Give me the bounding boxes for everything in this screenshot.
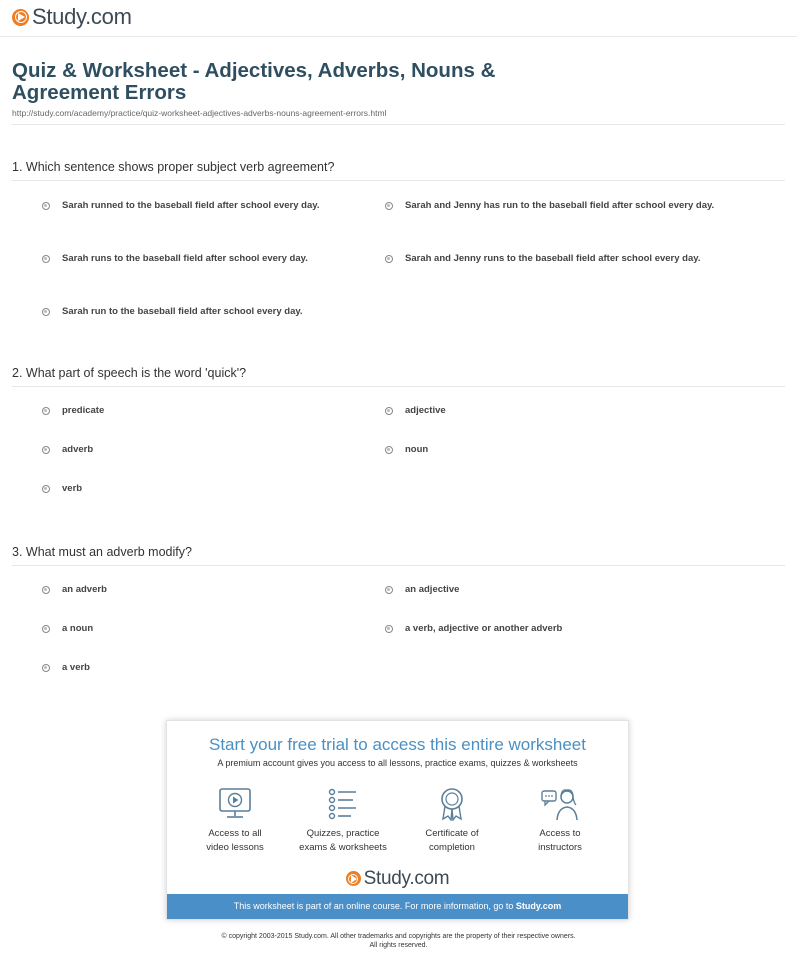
radio-button[interactable] [385,407,393,415]
answer-option[interactable]: an adjective [385,583,715,597]
answer-option[interactable]: Sarah runs to the baseball field after school every day. [42,252,352,266]
video-lesson-icon [217,787,253,821]
question-1 [12,160,785,330]
promo-subtitle: A premium account gives you access to all lessons, practice exams, quizzes & worksheets [217,758,578,768]
answer-option[interactable]: an adverb [42,583,342,597]
radio-button[interactable] [42,407,50,415]
answer-option[interactable]: Sarah runned to the baseball field after school every day. [42,199,352,213]
copyright-footer: © copyright 2003-2015 Study.com. All other trademarks and copyrights are the property of their respective owners. All rights reserved. [221,933,576,949]
answer-option[interactable]: a verb [42,661,342,675]
radio-button[interactable] [42,586,50,594]
page-title: Quiz & Worksheet - Adjectives, Adverbs, Nouns & Agreement Errors [12,59,496,104]
title-divider [12,124,785,125]
play-circle-icon [346,871,361,886]
feature-certificate: Certificate of completion [402,787,502,855]
question-3 [12,545,785,685]
study-logo[interactable] [12,6,132,28]
certificate-icon [434,787,470,821]
feature-video-lessons: Access to all video lessons [185,787,285,855]
study-link[interactable]: Study.com [515,901,562,911]
play-circle-icon [12,9,29,26]
radio-button[interactable] [385,586,393,594]
header-divider [0,36,797,37]
logo-text: Study.com [32,4,132,29]
radio-button[interactable] [42,625,50,633]
promo-info-bar: This worksheet is part of an online course. For more information, go to Study.com [167,894,628,919]
free-trial-promo[interactable] [166,720,629,920]
question-text: 2. What part of speech is the word 'quick'? [12,366,785,387]
radio-button[interactable] [42,664,50,672]
radio-button[interactable] [385,446,393,454]
answer-option[interactable]: adjective [385,404,685,418]
promo-study-logo[interactable]: Study.com [167,869,628,888]
answer-option[interactable]: verb [42,482,342,496]
question-2 [12,366,785,506]
page-url: http://study.com/academy/practice/quiz-worksheet-adjectives-adverbs-nouns-agreement-errors.html [12,108,387,118]
answer-option[interactable]: Sarah and Jenny runs to the baseball field after school every day. [385,252,720,266]
radio-button[interactable] [42,255,50,263]
promo-title: Start your free trial to access this entire worksheet [209,735,586,754]
radio-button[interactable] [385,625,393,633]
answer-option[interactable]: predicate [42,404,342,418]
answer-option[interactable]: a noun [42,622,342,636]
radio-button[interactable] [42,485,50,493]
question-text: 3. What must an adverb modify? [12,545,785,566]
radio-button[interactable] [42,202,50,210]
answer-option[interactable]: Sarah and Jenny has run to the baseball field after school every day. [385,199,720,213]
radio-button[interactable] [42,308,50,316]
radio-button[interactable] [385,255,393,263]
answer-option[interactable]: noun [385,443,685,457]
radio-button[interactable] [42,446,50,454]
answer-option[interactable]: a verb, adjective or another adverb [385,622,715,636]
answer-option[interactable]: adverb [42,443,342,457]
question-text: 1. Which sentence shows proper subject verb agreement? [12,160,785,181]
feature-instructors: Access to instructors [510,787,610,855]
quiz-list-icon [325,787,361,821]
feature-quizzes: Quizzes, practice exams & worksheets [293,787,393,855]
radio-button[interactable] [385,202,393,210]
instructor-icon [540,787,580,821]
answer-option[interactable]: Sarah run to the baseball field after school every day. [42,305,352,319]
